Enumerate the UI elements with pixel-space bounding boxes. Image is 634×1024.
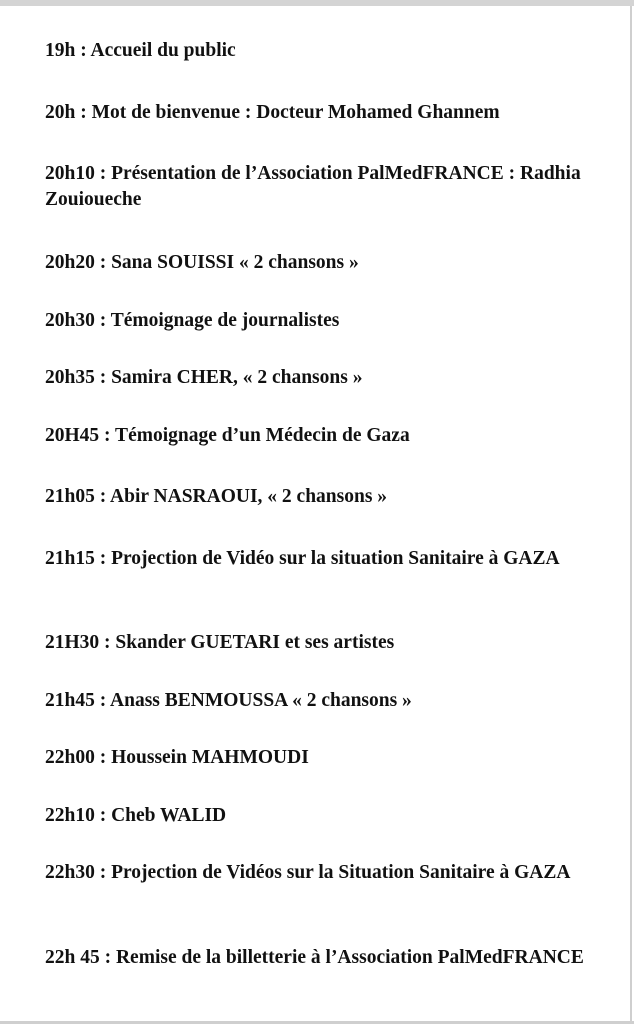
program-item: 22h00 : Houssein MAHMOUDI <box>45 747 309 768</box>
program-item: 20H45 : Témoignage d’un Médecin de Gaza <box>45 425 410 446</box>
program-item: 20h10 : Présentation de l’Association PalMedFRANCE : Radhia Zouioueche <box>45 163 581 210</box>
program-item: 21h15 : Projection de Vidéo sur la situation Sanitaire à GAZA <box>45 548 560 569</box>
program-item: 20h30 : Témoignage de journalistes <box>45 310 340 331</box>
program-item: 22h 45 : Remise de la billetterie à l’Association PalMedFRANCE <box>45 947 584 968</box>
program-item: 22h10 : Cheb WALID <box>45 805 227 826</box>
program-item: 20h35 : Samira CHER, « 2 chansons » <box>45 367 363 388</box>
program-item: 21h05 : Abir NASRAOUI, « 2 chansons » <box>45 486 388 507</box>
program-page <box>0 6 632 1021</box>
program-item: 21h45 : Anass BENMOUSSA « 2 chansons » <box>45 690 412 711</box>
program-item: 21H30 : Skander GUETARI et ses artistes <box>45 632 395 653</box>
program-item: 20h20 : Sana SOUISSI « 2 chansons » <box>45 252 359 273</box>
program-item: 19h : Accueil du public <box>45 40 236 61</box>
program-item: 22h30 : Projection de Vidéos sur la Situation Sanitaire à GAZA <box>45 862 571 883</box>
program-item: 20h : Mot de bienvenue : Docteur Mohamed Ghannem <box>45 102 500 123</box>
